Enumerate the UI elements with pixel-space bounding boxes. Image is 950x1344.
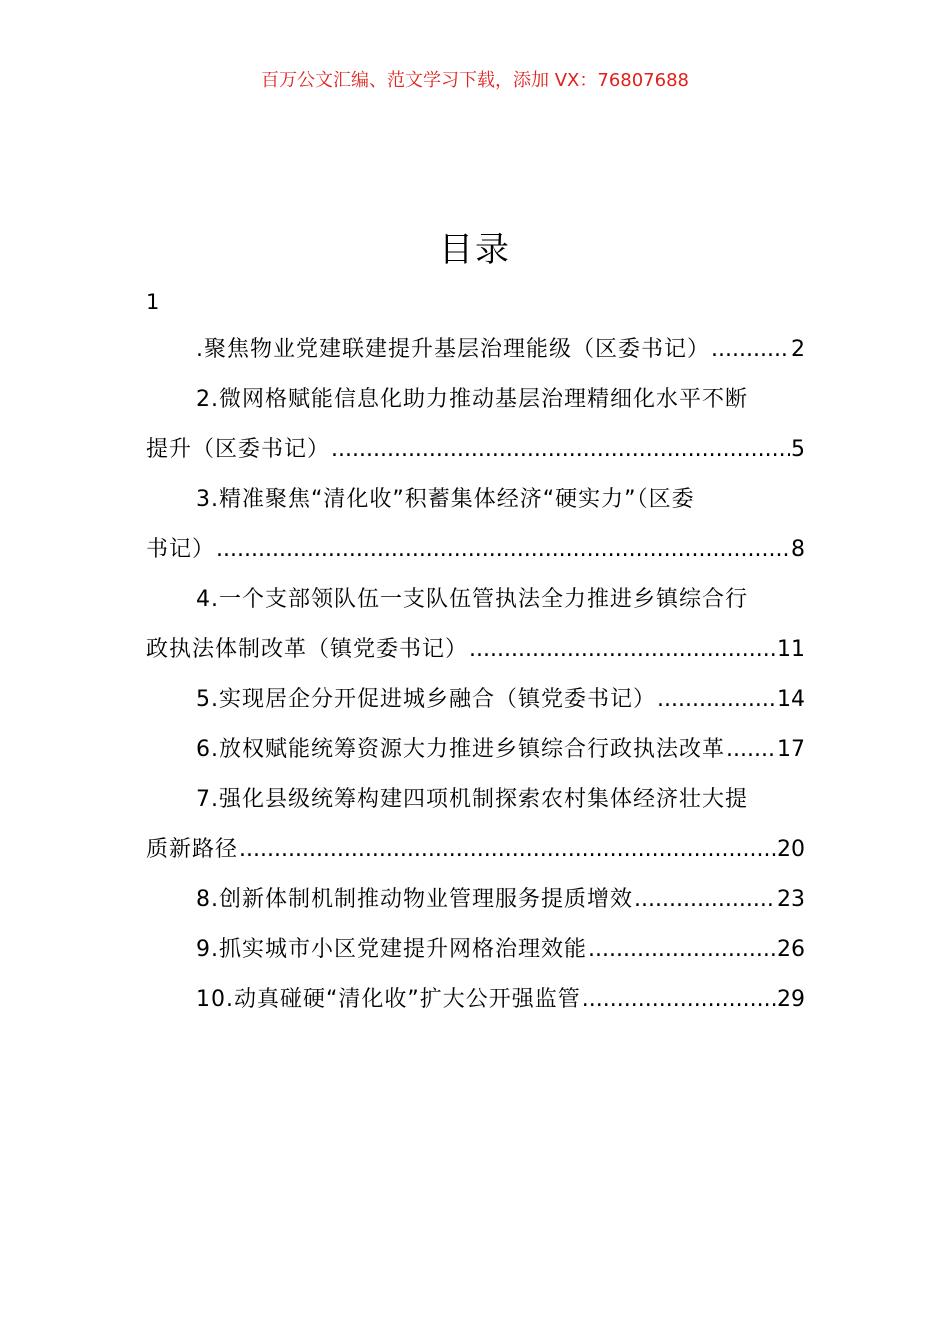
toc-page-number: 11 <box>777 637 805 662</box>
toc-leader-dots <box>216 525 790 575</box>
toc-entry-6[interactable] <box>146 725 805 775</box>
toc-entry-2-line1[interactable] <box>146 375 805 425</box>
toc-leader-dots <box>331 425 790 475</box>
toc-entry-title: 5.实现居企分开促进城乡融合（镇党委书记） <box>196 687 656 712</box>
toc-page-number: 2 <box>791 337 805 362</box>
toc-entry-7-line1[interactable] <box>146 775 805 825</box>
toc-entry-8[interactable] <box>146 875 805 925</box>
toc-entry-title: 8.创新体制机制推动物业管理服务提质增效 <box>196 887 633 912</box>
toc-page-number: 20 <box>777 837 805 862</box>
toc-page-number: 29 <box>777 987 805 1012</box>
toc-entry-title: 2.微网格赋能信息化助力推动基层治理精细化水平不断 <box>196 387 748 412</box>
toc-leader-dots <box>469 625 776 675</box>
toc-page-number: 17 <box>777 737 805 762</box>
toc-entry-3-line2[interactable] <box>146 525 805 575</box>
toc-leader-dots <box>726 725 776 775</box>
toc-entry-title-cont: 提升（区委书记） <box>146 437 331 462</box>
toc-entry-title-cont: 质新路径 <box>146 837 239 862</box>
toc-leader-dots <box>634 875 776 925</box>
toc-page-number: 23 <box>777 887 805 912</box>
toc-entry-title: 9.抓实城市小区党建提升网格治理效能 <box>196 937 587 962</box>
toc-entry-1[interactable] <box>146 325 805 375</box>
toc-entry-title: 7.强化县级统筹构建四项机制探索农村集体经济壮大提 <box>196 787 748 812</box>
toc-leader-dots <box>711 325 790 375</box>
page-title: 目录 <box>439 230 511 270</box>
toc-entry-title: 10.动真碰硬“清化收”扩大公开强监管 <box>196 987 581 1012</box>
toc-page-number: 14 <box>777 687 805 712</box>
toc-entry-3-line1[interactable] <box>146 475 805 525</box>
toc-entry-4-line2[interactable] <box>146 625 805 675</box>
toc-entry-title: .聚焦物业党建联建提升基层治理能级（区委书记） <box>196 337 710 362</box>
toc-entry-title: 4.一个支部领队伍一支队伍管执法全力推进乡镇综合行 <box>196 587 748 612</box>
toc-entry-title: 3.精准聚焦“清化收”积蓄集体经济“硬实力”（区委 <box>196 487 695 512</box>
toc-entry-10[interactable] <box>146 975 805 1025</box>
toc-leader-dots <box>657 675 776 725</box>
toc-entry-9[interactable] <box>146 925 805 975</box>
toc-entry-title-cont: 书记） <box>146 537 216 562</box>
toc-page-number: 26 <box>777 937 805 962</box>
toc-page-number: 8 <box>791 537 805 562</box>
toc-entry-5[interactable] <box>146 675 805 725</box>
header-contact-line: 百万公文汇编、范文学习下载，添加 VX：76807688 <box>261 70 689 91</box>
toc-entry-title-cont: 政执法体制改革（镇党委书记） <box>146 637 469 662</box>
table-of-contents <box>146 325 805 1025</box>
toc-entry-2-line2[interactable] <box>146 425 805 475</box>
toc-entry-title: 6.放权赋能统筹资源大力推进乡镇综合行政执法改革 <box>196 737 725 762</box>
toc-entry-4-line1[interactable] <box>146 575 805 625</box>
toc-leader-dots <box>239 825 776 875</box>
toc-page-number: 5 <box>791 437 805 462</box>
toc-leader-dots <box>582 975 776 1025</box>
toc-entry-7-line2[interactable] <box>146 825 805 875</box>
toc-leader-dots <box>588 925 776 975</box>
toc-lead-number: 1 <box>146 290 160 314</box>
